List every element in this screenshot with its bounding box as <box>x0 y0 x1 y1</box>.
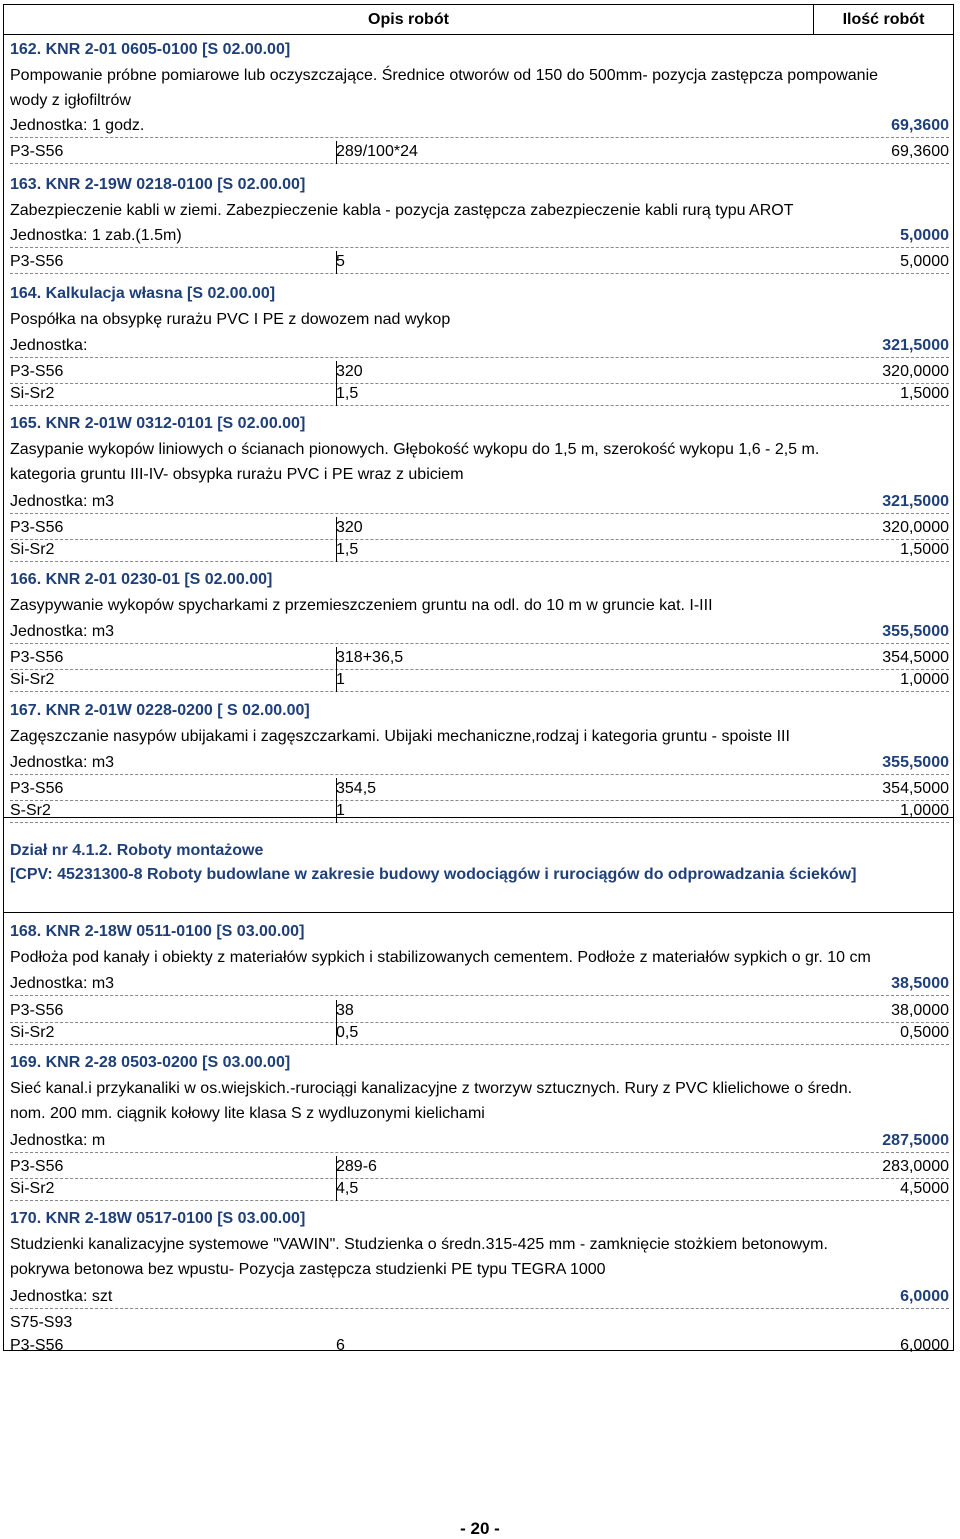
section-dzial <box>4 817 953 912</box>
measure-name: P3-S56 <box>10 519 64 536</box>
measure-formula: 0,5 <box>336 1024 359 1041</box>
measure-value: 38,0000 <box>891 1002 949 1019</box>
measure-formula: 6 <box>336 1337 345 1354</box>
measure-row <box>10 669 949 692</box>
page-number: - 20 - <box>460 1519 500 1538</box>
measure-row <box>10 539 949 562</box>
measure-value: 6,0000 <box>900 1337 949 1354</box>
unit-label: Jednostka: m3 <box>10 493 115 510</box>
total-quantity: 321,5000 <box>882 337 949 354</box>
measure-formula: 1 <box>336 802 345 819</box>
measure-value: 283,0000 <box>882 1158 949 1175</box>
item-description: Pospółka na obsypkę rurażu PVC I PE z dowozem nad wykop <box>10 311 451 328</box>
item-description: kategoria gruntu III-IV- obsypka rurażu PVC i PE wraz z ubiciem <box>10 466 464 483</box>
measure-formula: 38 <box>336 1002 354 1019</box>
dzial-cpv: [CPV: 45231300-8 Roboty budowlane w zakresie budowy wodociągów i rurociągów do odprowadzania ścieków] <box>10 866 857 883</box>
measure-name: Si-Sr2 <box>10 1024 55 1041</box>
measure-formula: 1,5 <box>336 385 359 402</box>
total-quantity: 321,5000 <box>882 493 949 510</box>
measure-name: Si-Sr2 <box>10 385 55 402</box>
item-code: 169. KNR 2-28 0503-0200 [S 03.00.00] <box>10 1054 291 1071</box>
measure-formula: 289-6 <box>336 1158 377 1175</box>
measure-row <box>10 251 949 274</box>
total-quantity: 6,0000 <box>900 1288 949 1305</box>
measure-value: 1,5000 <box>900 541 949 558</box>
unit-label: Jednostka: m3 <box>10 975 115 992</box>
unit-line <box>10 973 949 996</box>
measure-name: Si-Sr2 <box>10 1180 55 1197</box>
total-quantity: 69,3600 <box>891 117 949 134</box>
measure-formula: 289/100*24 <box>336 143 418 160</box>
item-description: pokrywa betonowa bez wpustu- Pozycja zastępcza studzienki PE typu TEGRA 1000 <box>10 1261 606 1278</box>
measure-name: Si-Sr2 <box>10 671 55 688</box>
item-code: 162. KNR 2-01 0605-0100 [S 02.00.00] <box>10 41 291 58</box>
measure-value: 320,0000 <box>882 519 949 536</box>
item-code: 163. KNR 2-19W 0218-0100 [S 02.00.00] <box>10 176 306 193</box>
measure-formula: 320 <box>336 363 363 380</box>
measure-name: Si-Sr2 <box>10 541 55 558</box>
measure-formula: 320 <box>336 519 363 536</box>
measure-name: P3-S56 <box>10 363 64 380</box>
cost-estimate-table <box>3 4 954 1354</box>
unit-line <box>10 1130 949 1153</box>
column-divider <box>336 251 337 274</box>
item-description: Sieć kanal.i przykanaliki w os.wiejskich.-rurociągi kanalizacyjne z tworzyw sztucznych. Rury z PVC klielichowe o średn. <box>10 1080 853 1097</box>
unit-line <box>10 491 949 514</box>
measure-value: 69,3600 <box>891 143 949 160</box>
measure-row <box>10 383 949 406</box>
item-code: 165. KNR 2-01W 0312-0101 [S 02.00.00] <box>10 415 306 432</box>
measure-row <box>10 647 949 670</box>
measure-name: P3-S56 <box>10 780 64 797</box>
measure-row <box>10 141 949 164</box>
total-quantity: 355,5000 <box>882 754 949 771</box>
measure-row <box>10 1178 949 1201</box>
measure-value: 4,5000 <box>900 1180 949 1197</box>
measure-value: 0,5000 <box>900 1024 949 1041</box>
measure-row <box>10 778 949 801</box>
column-divider <box>336 1156 337 1201</box>
measure-formula: 4,5 <box>336 1180 359 1197</box>
item-code: 164. Kalkulacja własna [S 02.00.00] <box>10 285 276 302</box>
unit-label: Jednostka: <box>10 337 88 354</box>
measure-row <box>10 1156 949 1179</box>
column-divider <box>336 141 337 164</box>
total-quantity: 355,5000 <box>882 623 949 640</box>
unit-line <box>10 225 949 248</box>
measure-name: P3-S56 <box>10 1002 64 1019</box>
measure-formula: 5 <box>336 253 345 270</box>
column-divider <box>336 1000 337 1045</box>
measure-name: P3-S56 <box>10 1337 64 1354</box>
measure-value: 1,5000 <box>900 385 949 402</box>
header-quantity: Ilość robót <box>814 5 953 35</box>
item-description: Podłoża pod kanały i obiekty z materiałów sypkich i stabilizowanych cementem. Podłoże z materiałów sypkich o gr. 10 cm <box>10 949 871 966</box>
column-divider <box>336 361 337 406</box>
unit-label: Jednostka: m3 <box>10 754 115 771</box>
header-description: Opis robót <box>4 5 814 35</box>
total-quantity: 38,5000 <box>891 975 949 992</box>
item-description: Zasypywanie wykopów spycharkami z przemieszczeniem gruntu na odl. do 10 m w gruncie kat. I-III <box>10 597 713 614</box>
unit-line <box>10 1286 949 1309</box>
measure-value: 1,0000 <box>900 671 949 688</box>
measure-row <box>10 361 949 384</box>
item-code: 167. KNR 2-01W 0228-0200 [ S 02.00.00] <box>10 702 310 719</box>
unit-label: Jednostka: szt <box>10 1288 113 1305</box>
measure-formula: 354,5 <box>336 780 377 797</box>
measure-value: 1,0000 <box>900 802 949 819</box>
unit-label: Jednostka: m <box>10 1132 106 1149</box>
measure-name: P3-S56 <box>10 253 64 270</box>
measure-name: P3-S56 <box>10 143 64 160</box>
item-description: Zasypanie wykopów liniowych o ścianach pionowych. Głębokość wykopu do 1,5 m, szerokość wykopu 1,6 - 2,5 m. <box>10 441 820 458</box>
measure-value: 5,0000 <box>900 253 949 270</box>
item-code: 166. KNR 2-01 0230-01 [S 02.00.00] <box>10 571 273 588</box>
item-code: 168. KNR 2-18W 0511-0100 [S 03.00.00] <box>10 923 305 940</box>
item-description: nom. 200 mm. ciągnik kołowy lite klasa S z wydluzonymi kielichami <box>10 1105 485 1122</box>
measure-value: 320,0000 <box>882 363 949 380</box>
item-code: 170. KNR 2-18W 0517-0100 [S 03.00.00] <box>10 1210 306 1227</box>
measure-row <box>10 1000 949 1023</box>
item-description: Pompowanie próbne pomiarowe lub oczyszczające. Średnice otworów od 150 do 500mm- pozycja zastępcza pompowanie <box>10 67 879 84</box>
item-extra-label: S75-S93 <box>10 1314 73 1331</box>
item-description: Studzienki kanalizacyjne systemowe "VAWIN". Studzienka o średn.315-425 mm - zamknięcie stożkiem betonowym. <box>10 1236 828 1253</box>
column-divider <box>336 517 337 562</box>
unit-label: Jednostka: 1 godz. <box>10 117 145 134</box>
measure-row <box>10 1335 949 1357</box>
unit-line <box>10 335 949 358</box>
unit-line <box>10 752 949 775</box>
measure-value: 354,5000 <box>882 649 949 666</box>
unit-line <box>10 621 949 644</box>
unit-line <box>10 115 949 138</box>
section-items-168-170 <box>4 912 953 1354</box>
measure-name: P3-S56 <box>10 649 64 666</box>
item-description: Zabezpieczenie kabli w ziemi. Zabezpieczenie kabla - pozycja zastępcza zabezpieczenie kabli rurą typu AROT <box>10 202 794 219</box>
measure-name: S-Sr2 <box>10 802 51 819</box>
measure-row <box>10 1022 949 1045</box>
item-description: wody z igłofiltrów <box>10 92 131 109</box>
measure-formula: 1 <box>336 671 345 688</box>
measure-formula: 318+36,5 <box>336 649 404 666</box>
unit-label: Jednostka: 1 zab.(1.5m) <box>10 227 182 244</box>
measure-name: P3-S56 <box>10 1158 64 1175</box>
unit-label: Jednostka: m3 <box>10 623 115 640</box>
total-quantity: 287,5000 <box>882 1132 949 1149</box>
item-description: Zagęszczanie nasypów ubijakami i zagęszczarkami. Ubijaki mechaniczne,rodzaj i kategoria gruntu - spoiste III <box>10 728 790 745</box>
section-items-162-167 <box>4 35 953 817</box>
measure-row <box>10 517 949 540</box>
column-divider <box>336 647 337 692</box>
total-quantity: 5,0000 <box>900 227 949 244</box>
dzial-title: Dział nr 4.1.2. Roboty montażowe <box>10 842 264 859</box>
measure-value: 354,5000 <box>882 780 949 797</box>
measure-formula: 1,5 <box>336 541 359 558</box>
